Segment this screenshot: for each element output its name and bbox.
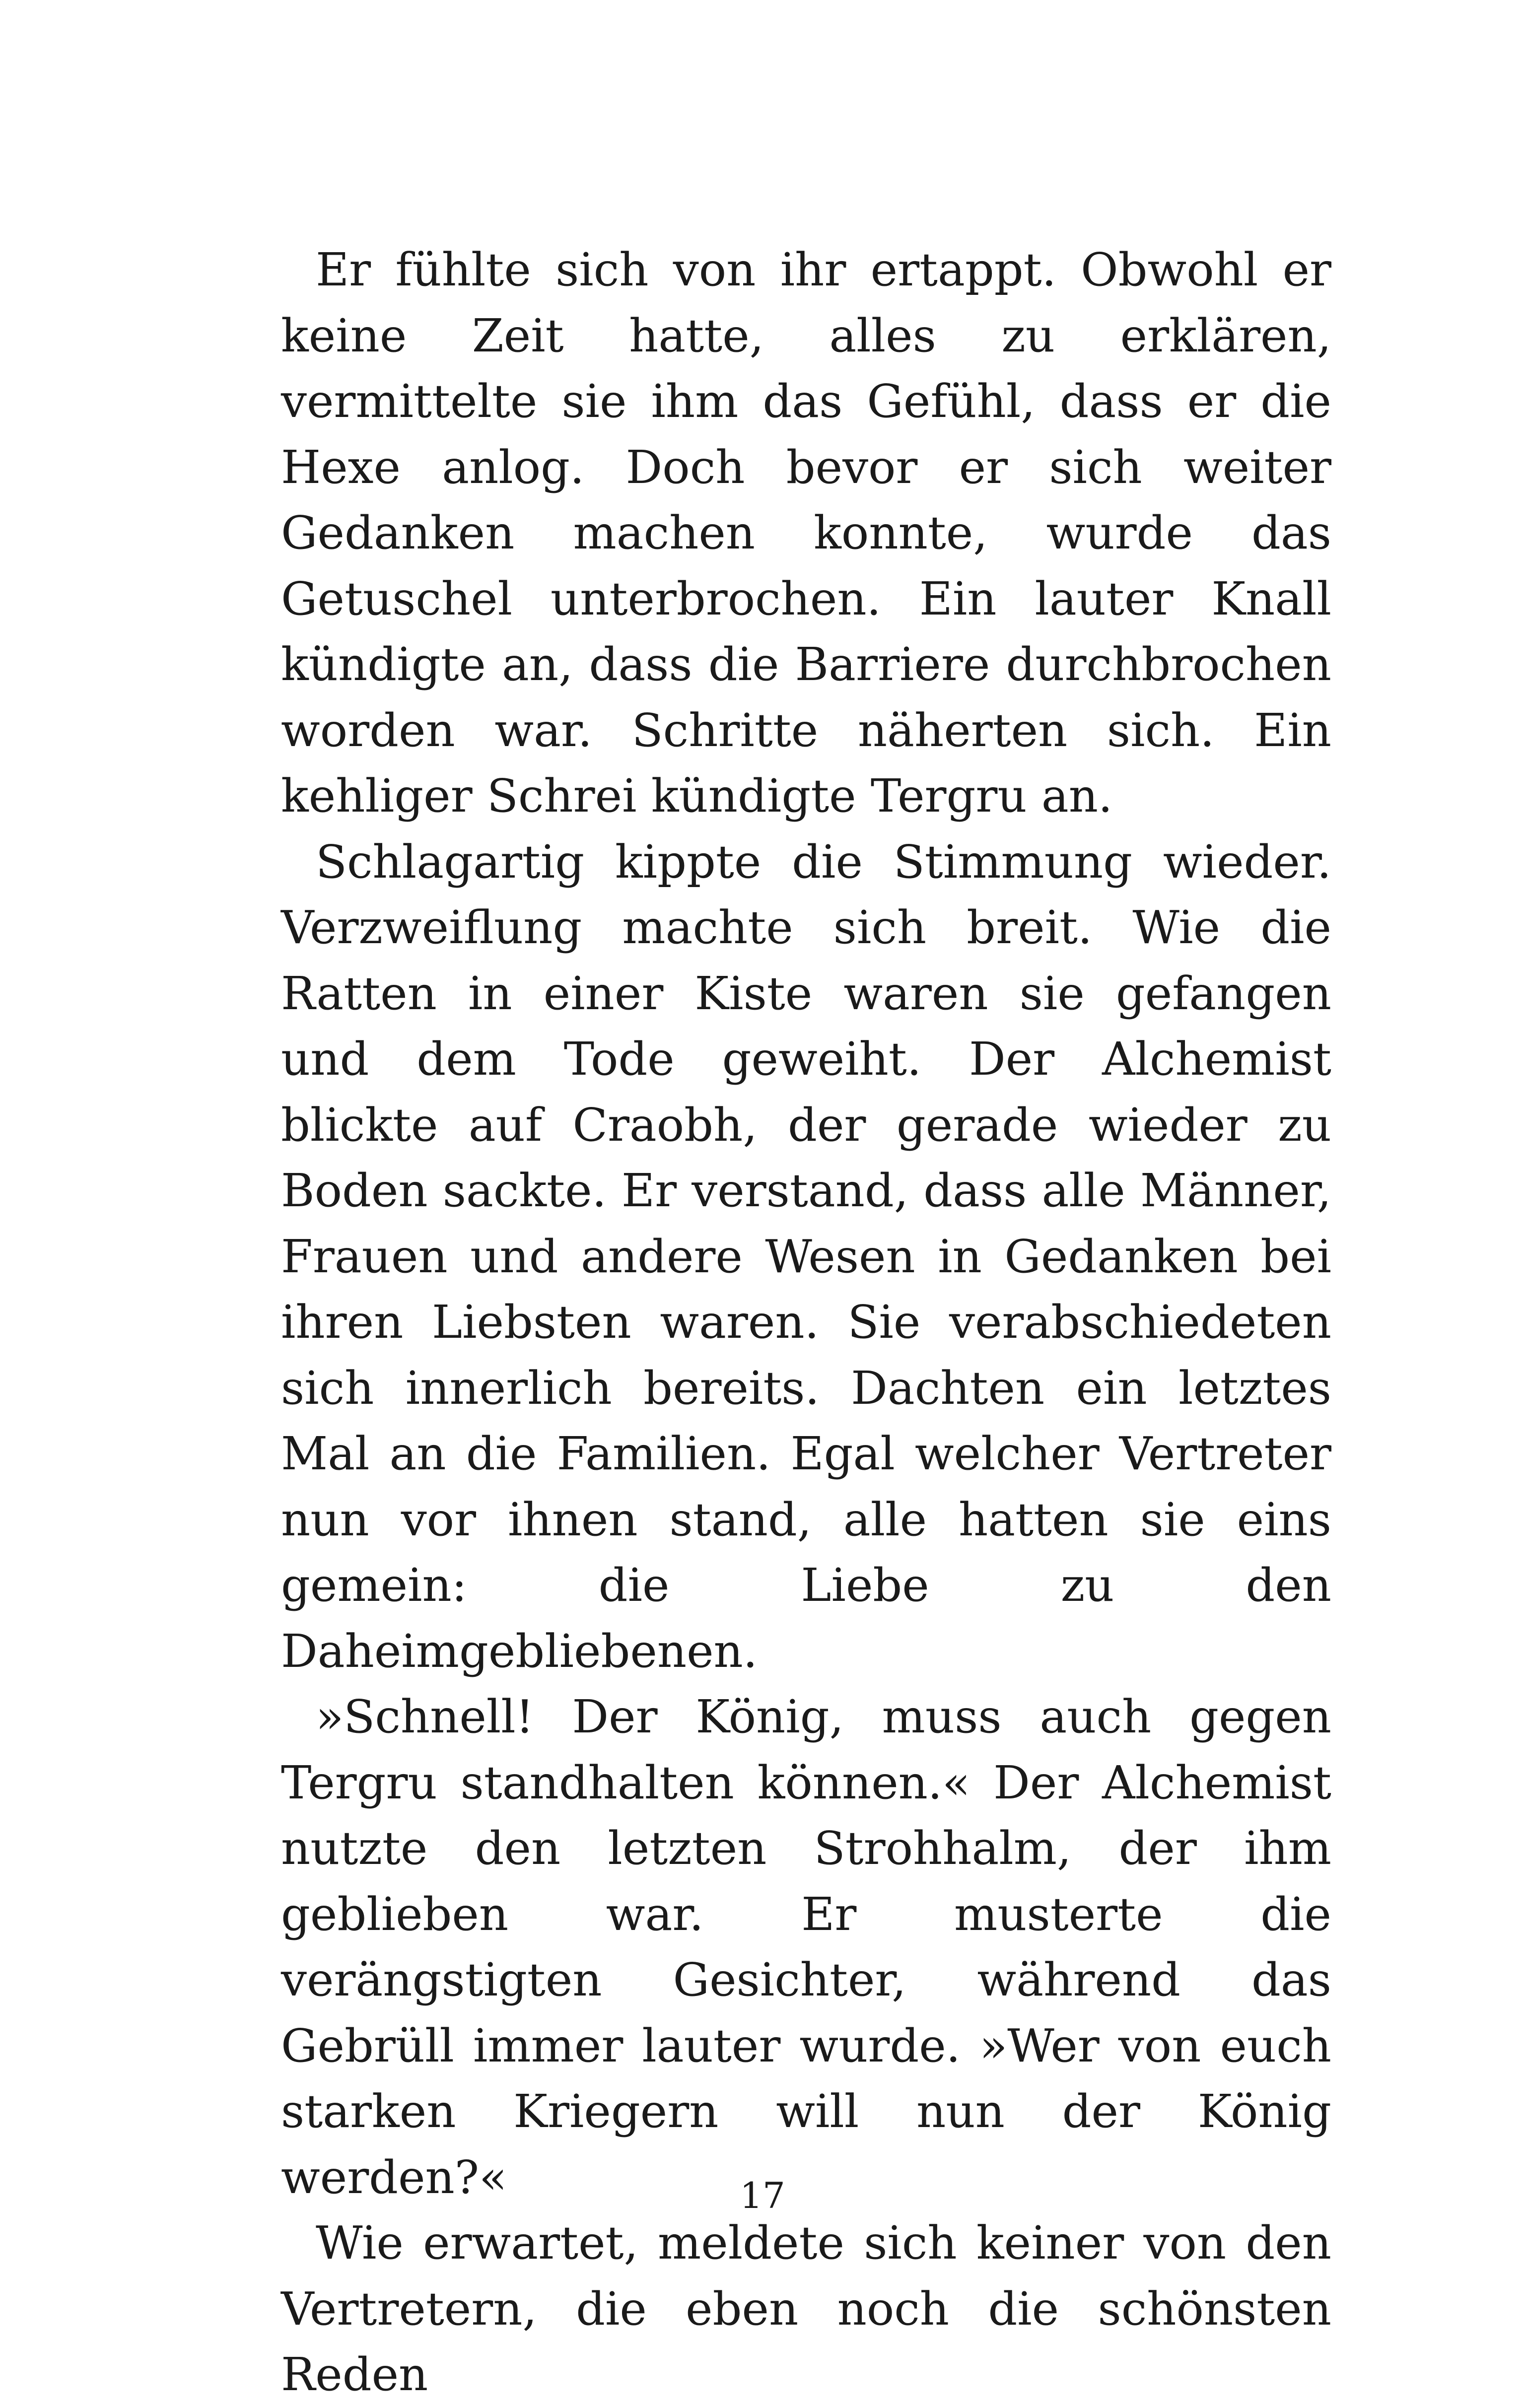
paragraph-2: Schlagartig kippte die Stimmung wieder. Verzweiflung machte sich breit. Wie die Ratten in einer Kiste waren sie gefangen und dem Tode geweiht. Der Alchemist blickte auf Craobh, der gerade wieder zu Boden sackte. Er verstand, dass alle Männer, Frauen und andere Wesen in Gedanken bei ihren Liebsten waren. Sie verabschiedeten sich innerlich bereits. Dachten ein letztes Mal an die Familien. Egal welcher Vertreter nun vor ihnen stand, alle hatten sie eins gemein: die Liebe zu den Daheimgebliebenen. <box>281 835 1331 1678</box>
body-text <box>281 237 1331 2408</box>
page-number: 17 <box>740 2175 785 2216</box>
paragraph-4: Wie erwartet, meldete sich keiner von den Vertretern, die eben noch die schönsten Reden <box>281 2216 1331 2401</box>
paragraph-3: »Schnell! Der König, muss auch gegen Tergru standhalten können.« Der Alchemist nutzte den letzten Strohhalm, der ihm geblieben war. Er musterte die verängstigten Gesichter, während das Gebrüll immer lauter wurde. »Wer von euch starken Kriegern will nun der König werden?« <box>281 1690 1331 2204</box>
paragraph-1: Er fühlte sich von ihr ertappt. Obwohl er keine Zeit hatte, alles zu erklären, vermittelte sie ihm das Gefühl, dass er die Hexe anlog. Doch bevor er sich weiter Gedanken machen konnte, wurde das Getuschel unterbrochen. Ein lauter Knall kündigte an, dass die Barriere durchbrochen worden war. Schritte näherten sich. Ein kehliger Schrei kündigte Tergru an. <box>281 243 1331 823</box>
